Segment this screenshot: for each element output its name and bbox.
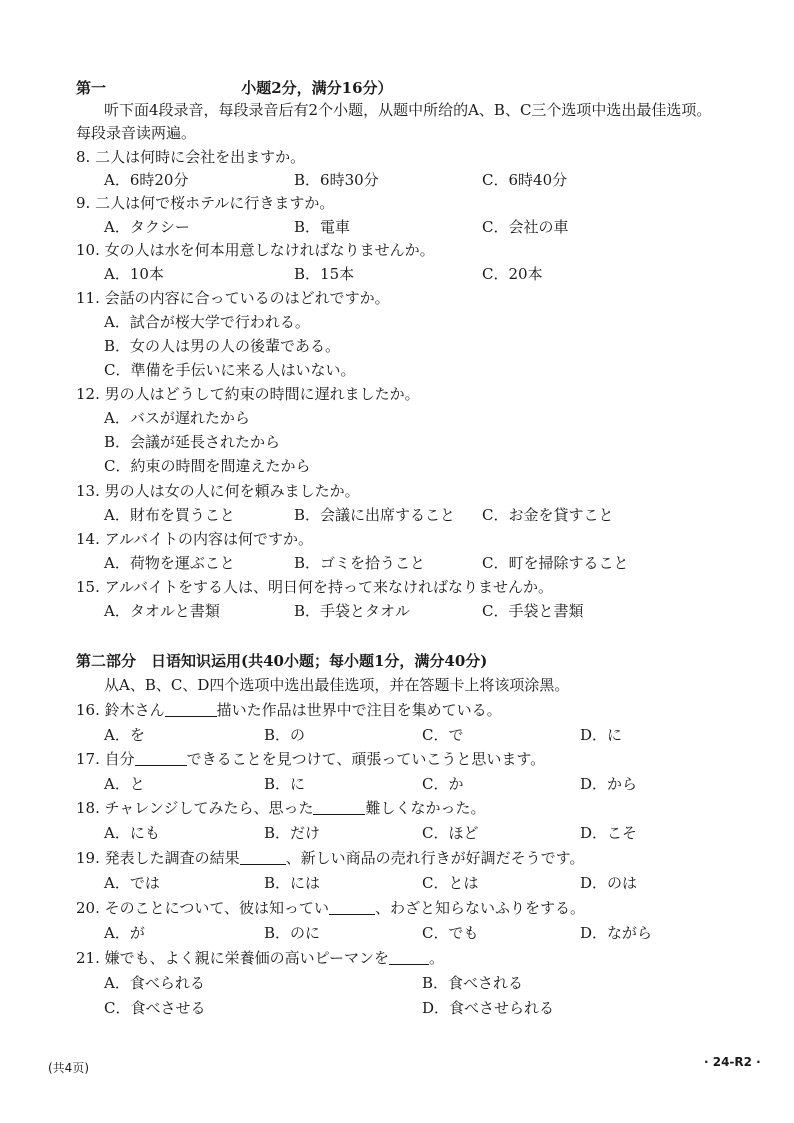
section1-instruction-2: 每段录音读两遍。 [76, 124, 197, 142]
question-number: 18. [76, 799, 100, 817]
question-number: 11. [76, 289, 100, 307]
section1-header [76, 78, 393, 98]
q17-option-d: D．から [580, 775, 638, 793]
question-text-post: 描いた作品は世界中で注目を集めている。 [216, 701, 502, 719]
question-11 [76, 288, 390, 308]
question-number: 8. [76, 148, 91, 166]
question-number: 10. [76, 241, 100, 259]
question-number: 14. [76, 530, 100, 548]
question-10 [76, 240, 435, 260]
q15-option-a: A．タオルと書類 [104, 602, 220, 620]
section2-header: 第二部分 日语知识运用(共40小题；每小题1分，满分40分) [76, 652, 488, 670]
q21-option-a: A．食べられる [104, 974, 205, 992]
question-14 [76, 529, 313, 549]
q9-option-a: A．タクシー [104, 218, 190, 236]
q10-option-c: C．20本 [482, 265, 543, 283]
question-number: 19. [76, 849, 100, 867]
question-20 [76, 898, 585, 918]
answer-blank [240, 850, 286, 865]
q18-option-b: B．だけ [264, 824, 321, 842]
q12-option-a: A．バスが遅れたから [104, 409, 250, 427]
answer-blank [329, 900, 375, 915]
question-21 [76, 948, 444, 968]
answer-blank [389, 950, 429, 965]
question-text-pre: 発表した調査の結果 [104, 849, 240, 867]
q20-option-c: C．でも [422, 924, 479, 942]
q17-option-b: B．に [264, 775, 306, 793]
q18-option-d: D．こそ [580, 824, 638, 842]
q19-option-b: B．には [264, 874, 321, 892]
q21-option-d: D．食べさせられる [422, 999, 555, 1017]
q16-option-a: A．を [104, 726, 145, 744]
q13-option-b: B．会議に出席すること [294, 506, 456, 524]
q12-option-b: B．会議が延長されたから [104, 433, 281, 451]
q17-option-c: C．か [422, 775, 464, 793]
q19-option-d: D．のは [580, 874, 638, 892]
question-text: 男の人は女の人に何を頼みましたか。 [104, 482, 360, 500]
question-text-post: 。 [429, 949, 445, 967]
question-text: 二人は何時に会社を出ますか。 [95, 148, 306, 166]
question-text-pre: チャレンジしてみたら、思った [104, 799, 314, 817]
q8-option-c: C．6時40分 [482, 171, 568, 189]
q18-option-a: A．にも [104, 824, 160, 842]
question-8 [76, 147, 305, 167]
question-text: 二人は何で桜ホテルに行きますか。 [95, 194, 335, 212]
question-number: 20. [76, 899, 100, 917]
question-text: 男の人はどうして約束の時間に遅れましたか。 [104, 385, 420, 403]
page-code: · 24-R2 · [704, 1055, 761, 1069]
q13-option-a: A．財布を買うこと [104, 506, 235, 524]
section1-instruction: 听下面4段录音，每段录音后有2个小题，从题中所给的A、B、C三个选项中选出最佳选项。 [104, 101, 712, 119]
question-text: アルバイトをする人は、明日何を持って来なければなりませんか。 [104, 578, 553, 596]
q11-option-b: B．女の人は男の人の後輩である。 [104, 337, 341, 355]
answer-blank [165, 702, 217, 717]
question-number: 13. [76, 482, 100, 500]
q19-option-c: C．とは [422, 874, 479, 892]
question-text: 女の人は水を何本用意しなければなりませんか。 [104, 241, 435, 259]
q11-option-c: C．準備を手伝いに来る人はいない。 [104, 361, 356, 379]
q11-option-a: A．試合が桜大学で行われる。 [104, 313, 310, 331]
question-text-post: 、新しい商品の売れ行きが好調だそうです。 [285, 849, 585, 867]
question-text-post: できることを見つけて、頑張っていこうと思います。 [186, 750, 546, 768]
section2-instruction: 从A、B、C、D四个选项中选出最佳选项，并在答题卡上将该项涂黑。 [104, 676, 570, 694]
q16-option-d: D．に [580, 726, 623, 744]
q12-option-c: C．約束の時間を間違えたから [104, 457, 311, 475]
q18-option-c: C．ほど [422, 824, 479, 842]
q15-option-b: B．手袋とタオル [294, 602, 411, 620]
question-number: 9. [76, 194, 91, 212]
question-number: 17. [76, 750, 100, 768]
q17-option-a: A．と [104, 775, 145, 793]
q16-option-c: C．で [422, 726, 464, 744]
q20-option-d: D．ながら [580, 924, 653, 942]
q15-option-c: C．手袋と書類 [482, 602, 584, 620]
question-18 [76, 798, 485, 818]
question-15 [76, 577, 553, 597]
question-number: 15. [76, 578, 100, 596]
q8-option-b: B．6時30分 [294, 171, 379, 189]
question-13 [76, 481, 360, 501]
question-12 [76, 384, 420, 404]
q21-option-c: C．食べさせる [104, 999, 206, 1017]
answer-blank [313, 800, 365, 815]
q13-option-c: C．お金を貸すこと [482, 506, 614, 524]
question-text-pre: 嫌でも、よく親に栄養価の高いピーマンを [104, 949, 390, 967]
q8-option-a: A．6時20分 [104, 171, 189, 189]
section1-header-start: 第一 [76, 79, 112, 97]
question-number: 16. [76, 701, 100, 719]
q14-option-a: A．荷物を運ぶこと [104, 554, 235, 572]
q19-option-a: A．では [104, 874, 160, 892]
question-text: 会話の内容に合っているのはどれですか。 [104, 289, 390, 307]
q20-option-b: B．のに [264, 924, 321, 942]
question-19 [76, 848, 584, 868]
question-9 [76, 193, 334, 213]
q14-option-c: C．町を掃除すること [482, 554, 629, 572]
q10-option-b: B．15本 [294, 265, 355, 283]
q9-option-c: C．会社の車 [482, 218, 569, 236]
question-16 [76, 700, 502, 720]
question-text-pre: 自分 [104, 750, 135, 768]
question-number: 12. [76, 385, 100, 403]
q21-option-b: B．食べされる [422, 974, 524, 992]
q10-option-a: A．10本 [104, 265, 164, 283]
question-17 [76, 749, 545, 769]
page-count: (共4页) [48, 1061, 89, 1075]
answer-blank [135, 751, 187, 766]
question-text-pre: そのことについて、彼は知ってい [104, 899, 330, 917]
section1-header-rest: 小题2分，满分16分） [241, 79, 393, 97]
question-text-post: 難しくなかった。 [365, 799, 486, 817]
q9-option-b: B．電車 [294, 218, 351, 236]
q20-option-a: A．が [104, 924, 145, 942]
q14-option-b: B．ゴミを拾うこと [294, 554, 426, 572]
q16-option-b: B．の [264, 726, 306, 744]
question-text-post: 、わざと知らないふりをする。 [375, 899, 586, 917]
question-text: アルバイトの内容は何ですか。 [104, 530, 313, 548]
question-number: 21. [76, 949, 100, 967]
question-text-pre: 鈴木さん [104, 701, 165, 719]
